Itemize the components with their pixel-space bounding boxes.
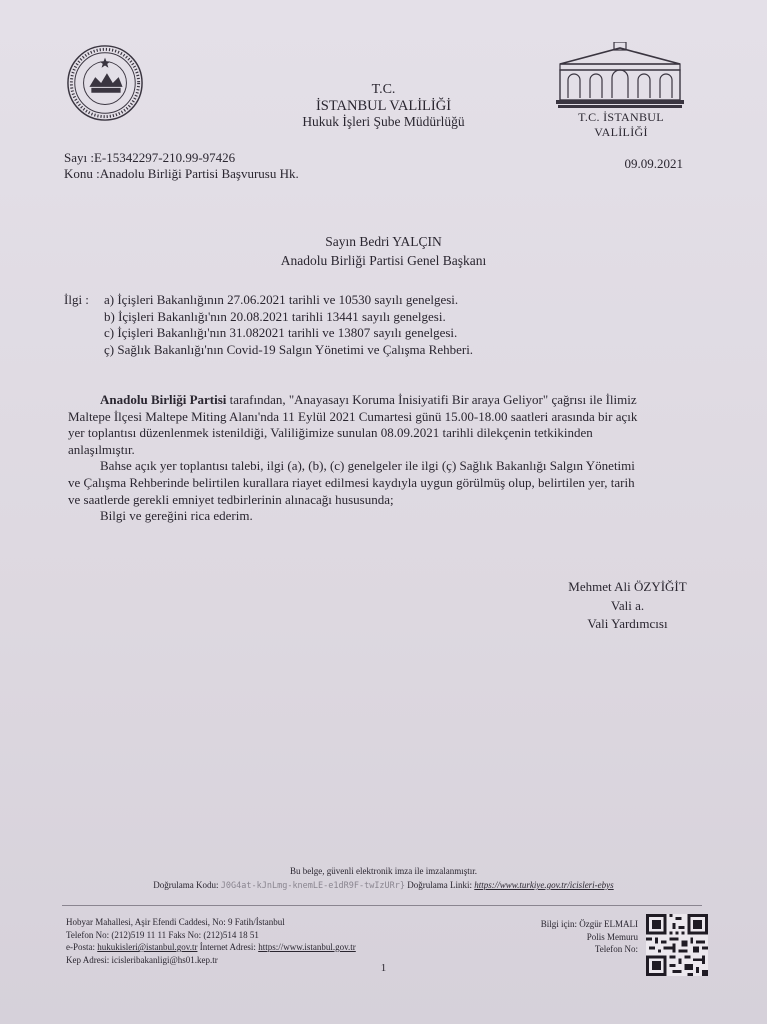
footer-divider [62,905,702,906]
qr-code-icon[interactable] [646,914,708,976]
verification-block [0,864,767,893]
verification-link-label: Doğrulama Linki: [407,880,473,890]
letter-body [68,392,708,525]
body-line: Bahse açık yer toplantısı talebi, ilgi (a), (b), (c) genelgeler ile ilgi (ç) Sağlık Bakanlığı Salgın Yönetimi [100,458,635,474]
addressee-block [0,232,767,270]
body-line: anlaşılmıştır. [68,441,135,457]
e-signature-note: Bu belge, güvenli elektronik imza ile imzalanmıştır. [290,866,477,876]
addressee-title: Anadolu Birliği Partisi Genel Başkanı [280,253,487,268]
footer-contact [66,916,356,966]
department-heading: Hukuk İşleri Şube Müdürlüğü [302,114,465,129]
body-line: Maltepe İlçesi Maltepe Miting Alanı'nda 11 Eylül 2021 Cumartesi günü 15.00-18.00 saatleri arasında bir açık [68,408,638,424]
governorship-building-logo-icon [556,42,684,110]
footer-address: Hobyar Mahallesi, Aşir Efendi Caddesi, No: 9 Fatih/İstanbul [66,917,285,927]
contact-person: Bilgi için: Özgür ELMALI [540,919,638,929]
page-number: 1 [380,962,387,974]
footer-phone: Telefon No: (212)519 11 11 Faks No: (212)514 18 51 [66,929,259,940]
body-line: yer toplantısı düzenlenmek istenildiği, Valiliğimize sunulan 08.09.2021 tarihli dilekçenin tetkikinden [68,425,593,441]
body-line: ve Çalışma Rehberinde belirtilen kurallara riayet edilmesi kaydıyla uygun görülmüş olup, belirtilen yer, tarih [68,474,635,490]
logo-caption: T.C. İSTANBUL VALİLİĞİ [578,110,664,139]
reference-item: ç) Sağlık Bakanlığı'nın Covid-19 Salgın Yönetimi ve Çalışma Rehberi. [104,341,474,357]
reference-number: Sayı :E-15342297-210.99-97426 [64,150,236,165]
signature-block [560,578,695,634]
signatory-title: Vali Yardımcısı [587,616,668,631]
footer-web-label: İnternet Adresi: [199,942,256,952]
reference-item: b) İçişleri Bakanlığı'nın 20.08.2021 tarihli 13441 sayılı genelgesi. [104,308,446,324]
document-date: 09.09.2021 [624,156,683,171]
verification-code-label: Doğrulama Kodu: [153,880,219,890]
reference-item: c) İçişleri Bakanlığı'nın 31.082021 tarihli ve 13807 sayılı genelgesi. [104,325,458,340]
office-heading: İSTANBUL VALİLİĞİ [315,98,452,114]
contact-info [520,918,638,956]
reference-item: a) İçişleri Bakanlığının 27.06.2021 tarihli ve 10530 sayılı genelgesi. [104,292,459,307]
signatory-name: Mehmet Ali ÖZYİĞİT [568,579,687,594]
party-name: Anadolu Birliği Partisi [100,392,227,407]
signatory-authority: Vali a. [610,597,645,613]
body-line: tarafından, "Anayasayı Koruma İnisiyatifi Bir araya Geliyor" çağrısı ile İlimiz [226,392,637,407]
references-block [64,292,473,358]
footer-email-label: e-Posta: [66,942,95,952]
addressee-name: Sayın Bedri YALÇIN [325,234,442,249]
footer-web-link[interactable]: https://www.istanbul.gov.tr [258,942,356,952]
contact-role: Polis Memuru [586,931,638,942]
footer-kep: Kep Adresi: icislerіbakanligi@hs01.kep.tr [66,954,218,965]
verification-link[interactable]: https://www.turkiye.gov.tr/icisleri-ebys [474,880,614,890]
subject-line: Konu :Anadolu Birliği Partisi Başvurusu Hk. [64,166,299,181]
closing-line: Bilgi ve gereğini rica ederim. [100,508,253,524]
body-line: ve saatlerde gerekli emniyet tedbirlerinin alınacağı hususunda; [68,491,394,507]
footer-email-link[interactable]: hukukisleri@istanbul.gov.tr [97,942,198,952]
verification-code: J0G4at-kJnLmg-knemLE-e1dR9F-twIzURr} [220,881,406,891]
country-heading: T.C. [371,82,396,97]
references-label: İlgi : [64,292,89,307]
contact-phone: Telefon No: [594,944,638,954]
